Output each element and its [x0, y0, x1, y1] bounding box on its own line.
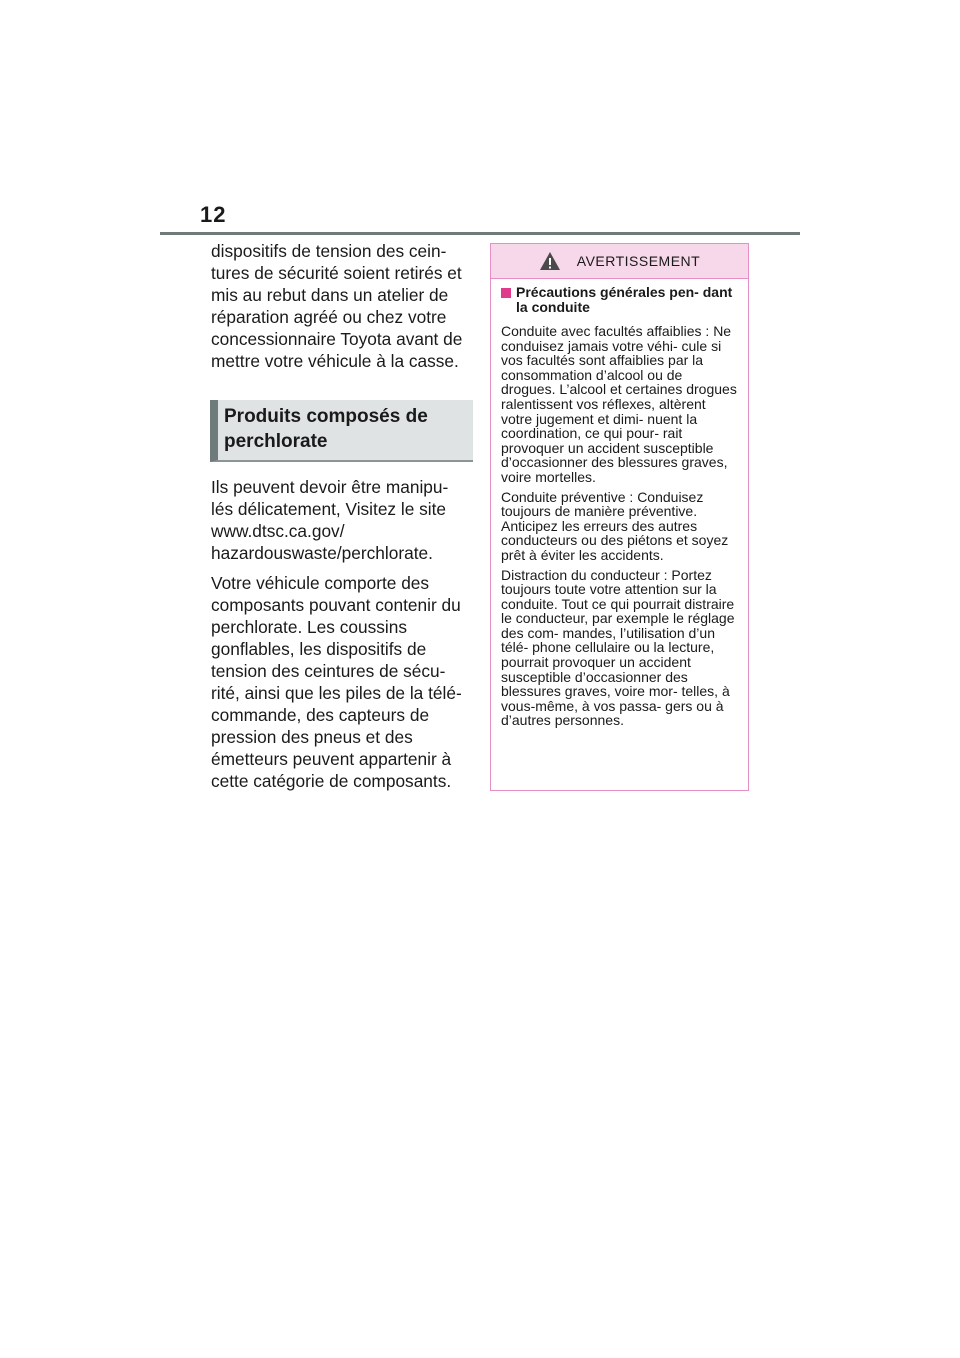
warning-header	[491, 244, 748, 279]
page-number: 12	[200, 202, 227, 227]
warning-subheading	[501, 285, 738, 315]
warning-triangle-icon	[539, 251, 561, 271]
left-column	[211, 240, 473, 792]
header-rule	[160, 232, 800, 235]
warning-title: AVERTISSEMENT	[576, 253, 701, 269]
section-heading: Produits composés de perchlorate	[210, 400, 473, 462]
warning-body	[491, 279, 748, 728]
warning-paragraph: Conduite avec facultés affaiblies : Ne conduisez jamais votre véhi- cule si vos facultés sont affaiblies par la consommation d’alcool ou de drogues. L’alcool et certaines drogues ralentissent vos réflexes, altèrent votre jugement et dimi- nuent la coordination, ce qui pour- rait provoquer un accident susceptible d’occasionner des blessures graves, voire mortelles.	[501, 323, 737, 485]
square-bullet-icon	[501, 288, 511, 298]
warning-box	[490, 243, 749, 791]
body-paragraph: Votre véhicule comporte des composants pouvant contenir du perchlorate. Les coussins gonflables, les dispositifs de tension des ceintures de sécu- rité, ainsi que les piles de la télé- commande, des capteurs de pression des pneus et des émetteurs peuvent appartenir à cette catégorie de composants.	[211, 573, 462, 791]
intro-paragraph: dispositifs de tension des cein- tures de sécurité soient retirés et mis au rebut dans un atelier de réparation agréé ou chez votre concessionnaire Toyota avant de mettre votre véhicule à la casse.	[211, 241, 463, 371]
warning-paragraph: Conduite préventive : Conduisez toujours de manière préventive. Anticipez les erreurs des autres conducteurs ou des piétons et soyez prêt à éviter les accidents.	[501, 488, 729, 563]
warning-subheading-text: Précautions générales pen- dant la conduite	[516, 284, 733, 315]
warning-paragraph: Distraction du conducteur : Portez toujours toute votre attention sur la conduite. Tout ce qui pourrait distraire le conducteur, par exemple le réglage des com- mandes, l’utilisation d’un télé- phone cellulaire ou la lecture, pourrait provoquer un accident susceptible d’occasionner des blessures graves, voire mor- telles, à vous-même, à vos passa- gers ou à d’autres personnes.	[501, 566, 735, 729]
body-paragraph: Ils peuvent devoir être manipu- lés délicatement, Visitez le site www.dtsc.ca.gov/ hazardouswaste/perchlorate.	[211, 477, 449, 563]
